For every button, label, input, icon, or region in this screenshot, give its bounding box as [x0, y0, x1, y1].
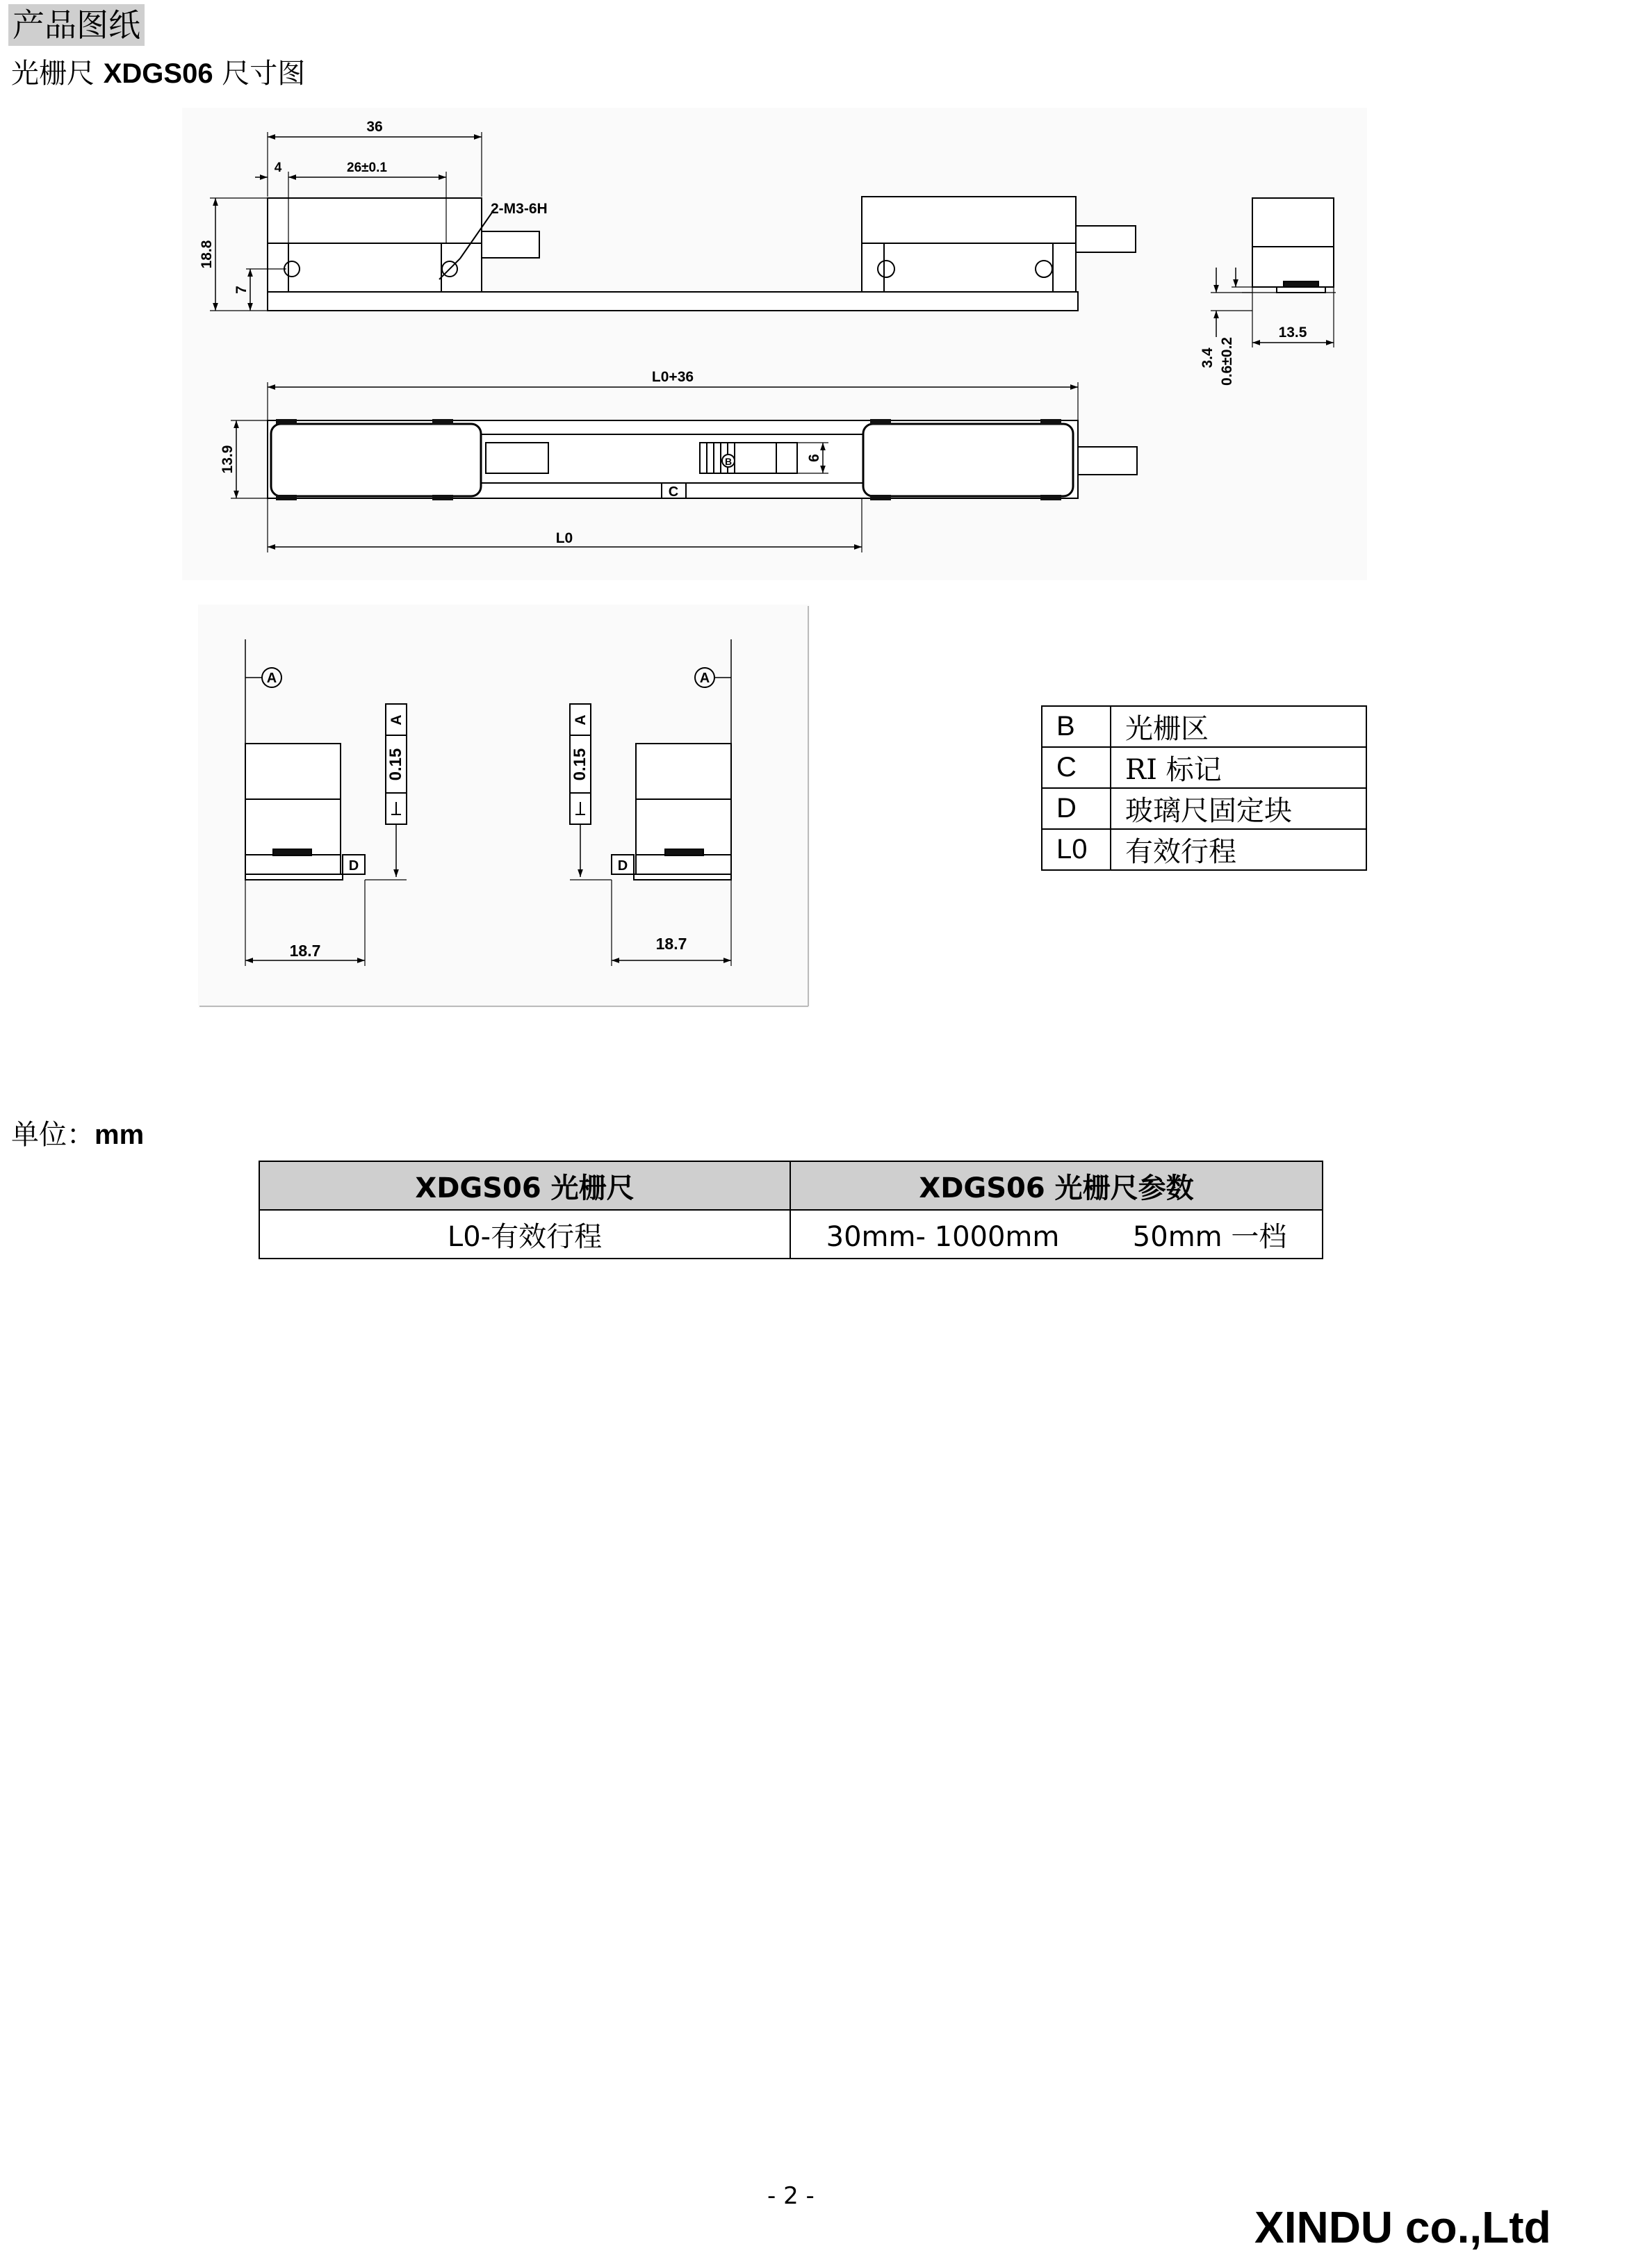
mark-d-left: D [348, 858, 359, 874]
legend-key: L0 [1042, 829, 1111, 870]
tol-datum-a-right: A [573, 714, 589, 726]
legend-key: C [1042, 747, 1111, 788]
unit-text: 单位： [11, 1119, 95, 1151]
tol-value-left: 0.15 [386, 748, 405, 781]
legend-value: 光栅区 [1111, 706, 1366, 747]
legend-value: RI 标记 [1111, 747, 1366, 788]
tol-datum-a-left: A [389, 714, 404, 726]
legend-row [1042, 706, 1366, 747]
dim-l0-label: L0 [555, 530, 573, 546]
section-title: 产品图纸 [8, 4, 145, 46]
legend-row [1042, 788, 1366, 829]
tol-value-right: 0.15 [571, 748, 589, 781]
dim-13-5-label: 13.5 [1278, 325, 1307, 341]
company-name: XINDU co.,Ltd [1254, 2202, 1551, 2252]
dim-26-label: 26±0.1 [347, 161, 387, 175]
parameter-table [259, 1161, 1323, 1259]
legend-value: 玻璃尺固定块 [1111, 788, 1366, 829]
drawing-title [11, 56, 305, 92]
parameter-step: 50mm 一档 [1132, 1220, 1287, 1253]
dim-36-label: 36 [366, 119, 383, 135]
dim-thread-label: 2-M3-6H [491, 201, 548, 217]
dimension-drawing-sections [198, 605, 810, 1008]
dim-3-4-label: 3.4 [1200, 347, 1216, 368]
legend-row [1042, 747, 1366, 788]
dim-13-9-label: 13.9 [220, 445, 236, 474]
parameter-row [259, 1210, 1323, 1259]
drawing-title-prefix: 光栅尺 [11, 58, 95, 90]
parameter-header-model: XDGS06 光栅尺 [259, 1161, 790, 1210]
mark-d-right: D [617, 858, 628, 874]
dim-l0-36-label: L0+36 [651, 369, 694, 385]
mark-b-label: B [724, 456, 733, 467]
dim-4-label: 4 [274, 161, 282, 175]
dim-7-label: 7 [234, 286, 250, 294]
dim-6-label: 6 [806, 454, 822, 462]
legend-table [1041, 705, 1367, 871]
legend-key: B [1042, 706, 1111, 747]
mark-c-label: C [668, 484, 679, 500]
parameter-row-value [790, 1210, 1323, 1259]
dimension-drawing-main [182, 108, 1367, 580]
legend-value: 有效行程 [1111, 829, 1366, 870]
drawing-frame [182, 108, 1367, 580]
datum-a-right: A [699, 671, 710, 686]
page-number: - 2 - [767, 2182, 815, 2210]
dim-18-8-label: 18.8 [199, 240, 215, 269]
parameter-header-row [259, 1161, 1323, 1210]
unit-label [11, 1117, 144, 1152]
parameter-header-params: XDGS06 光栅尺参数 [790, 1161, 1323, 1210]
dim-18-7-right: 18.7 [655, 935, 687, 953]
datum-a-left: A [266, 671, 277, 686]
parameter-range: 30mm- 1000mm [826, 1220, 1060, 1253]
legend-row [1042, 829, 1366, 870]
parameter-row-label: L0-有效行程 [259, 1210, 790, 1259]
dim-18-7-left: 18.7 [289, 942, 321, 960]
legend-key: D [1042, 788, 1111, 829]
drawing-title-model: XDGS06 [103, 58, 213, 89]
drawing-title-suffix: 尺寸图 [222, 58, 306, 90]
dim-0-6-label: 0.6±0.2 [1219, 337, 1235, 386]
unit-value: mm [95, 1120, 145, 1150]
